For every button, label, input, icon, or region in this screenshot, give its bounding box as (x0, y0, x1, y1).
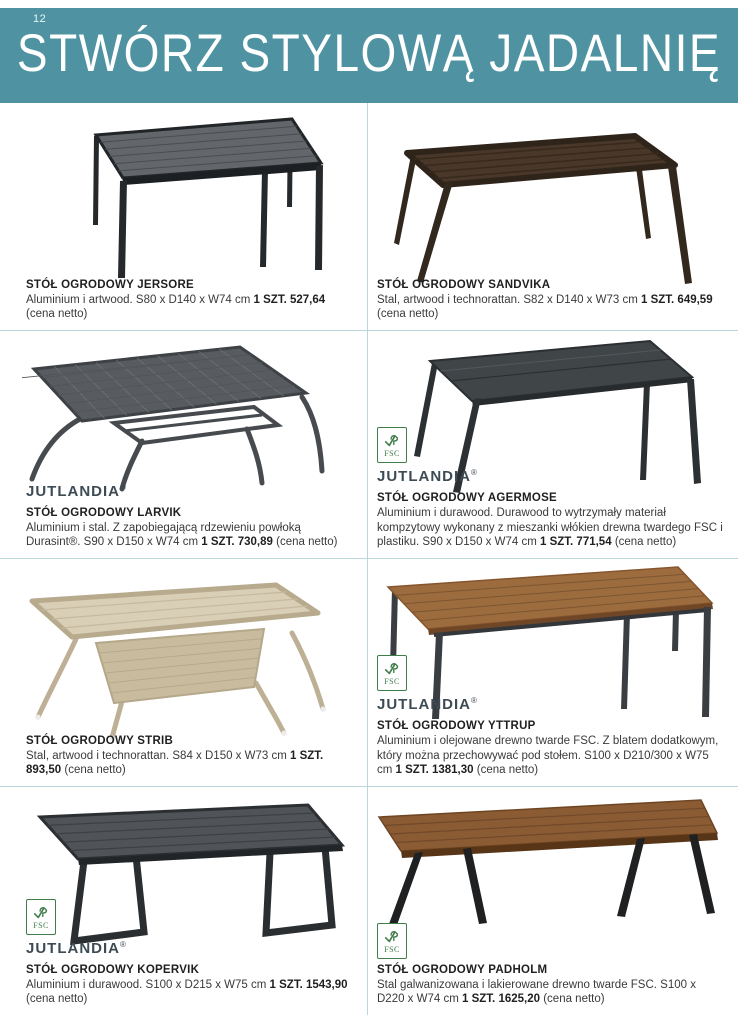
product-name: STÓŁ OGRODOWY JERSORE (26, 278, 194, 291)
price-note: (cena netto) (476, 764, 539, 777)
product-grid (0, 103, 738, 1015)
product-price: 1 SZT. 1625,20 (462, 993, 541, 1006)
product-info (377, 655, 726, 778)
product-price: 1 SZT. 730,89 (201, 536, 273, 549)
product-name: STÓŁ OGRODOWY LARVIK (26, 506, 182, 519)
jutlandia-logo-text: JUTLANDIA (26, 939, 120, 957)
jutlandia-logo (26, 483, 355, 500)
product-description (377, 734, 726, 778)
product-name: STÓŁ OGRODOWY SANDVIKA (377, 278, 551, 291)
product-description (26, 749, 355, 778)
product-photo-padholm-table-image (371, 795, 731, 930)
header-banner (0, 8, 738, 103)
garden-table-illustration (371, 795, 731, 930)
price-note: (cena netto) (64, 764, 126, 777)
fsc-label: FSC (33, 921, 49, 931)
product-photo-larvik-table-image (22, 339, 327, 494)
fsc-label: FSC (384, 677, 400, 687)
product-card-jersore (0, 103, 368, 331)
jutlandia-logo (377, 468, 726, 485)
garden-table-illustration (24, 581, 334, 746)
fsc-tree-icon (32, 903, 50, 921)
fsc-label: FSC (384, 945, 400, 955)
description-text: Aluminium i olejowane drewno twarde FSC. Z blatem dodatkowym, który można przechowywać pod stołem. S100 x D210/300 x W75 cm (377, 734, 719, 777)
product-name: STÓŁ OGRODOWY KOPERVIK (26, 963, 200, 976)
product-price: 1 SZT. 1543,90 (269, 978, 348, 991)
product-description (377, 978, 726, 1007)
product-price: 1 SZT. 1381,30 (395, 764, 474, 777)
description-text: Aluminium i durawood. S100 x D215 x W75 cm (26, 978, 267, 991)
description-text: Stal, artwood i technorattan. S84 x D150 x W73 cm (26, 749, 287, 762)
page-number: 12 (33, 13, 47, 25)
product-card-sandvika (368, 103, 738, 331)
product-description (26, 978, 355, 1007)
jutlandia-logo (377, 696, 726, 713)
jutlandia-logo-text: JUTLANDIA (377, 467, 471, 485)
product-card-agermose (368, 331, 738, 559)
product-card-kopervik (0, 787, 368, 1015)
product-info (26, 279, 355, 322)
garden-table-illustration (30, 115, 330, 290)
description-text: Aluminium i artwood. S80 x D140 x W74 cm (26, 293, 251, 306)
product-card-larvik (0, 331, 368, 559)
product-description (26, 293, 355, 322)
description-text: Stal galwanizowana i lakierowane drewno twarde FSC. S100 x D220 x W74 cm (377, 978, 696, 1006)
product-name: STÓŁ OGRODOWY PADHOLM (377, 963, 548, 976)
fsc-certification-badge (377, 427, 407, 463)
fsc-tree-icon (383, 659, 401, 677)
product-name: STÓŁ OGRODOWY STRIB (26, 734, 174, 747)
product-card-yttrup (368, 559, 738, 787)
registered-trademark-symbol: ® (120, 939, 126, 949)
product-price: 1 SZT. 649,59 (641, 293, 713, 306)
description-text: Stal, artwood i technorattan. S82 x D140 x W73 cm (377, 293, 638, 306)
fsc-tree-icon (383, 431, 401, 449)
product-description (377, 293, 726, 322)
description-text: Aluminium i stal. Z zapobiegającą rdzewieniu powłoką Durasint®. S90 x D150 x W74 cm (26, 521, 301, 549)
garden-table-illustration (22, 339, 327, 494)
product-name: STÓŁ OGRODOWY YTTRUP (377, 719, 536, 732)
product-info (377, 923, 726, 1007)
fsc-label: FSC (384, 449, 400, 459)
jutlandia-logo-text: JUTLANDIA (377, 695, 471, 713)
fsc-certification-badge (377, 923, 407, 959)
fsc-tree-icon (383, 927, 401, 945)
product-photo-sandvika-table-image (385, 133, 705, 293)
price-note: (cena netto) (26, 993, 88, 1006)
description-text: Aluminium i durawood. Durawood to wytrzymały materiał kompzytowy wykonany z mieszanki włókien drewna twardego FSC i plastiku. S90 x D150 x W74 cm (377, 506, 723, 549)
garden-table-illustration (385, 133, 705, 293)
product-info (377, 279, 726, 322)
product-info (26, 483, 355, 550)
product-description (377, 506, 726, 550)
product-price: 1 SZT. 893,50 (26, 749, 324, 777)
jutlandia-logo-text: JUTLANDIA (26, 482, 120, 500)
price-note: (cena netto) (276, 536, 338, 549)
product-card-padholm (368, 787, 738, 1015)
jutlandia-logo (26, 940, 355, 957)
registered-trademark-symbol: ® (471, 467, 477, 477)
product-info (26, 899, 355, 1007)
product-card-strib (0, 559, 368, 787)
price-note: (cena netto) (26, 308, 88, 321)
registered-trademark-symbol: ® (120, 482, 126, 492)
product-name: STÓŁ OGRODOWY AGERMOSE (377, 491, 557, 504)
fsc-certification-badge (377, 655, 407, 691)
price-note: (cena netto) (377, 308, 439, 321)
product-description (26, 521, 355, 550)
page-title: STWÓRZ STYLOWĄ JADALNIĘ (16, 23, 722, 83)
fsc-certification-badge (26, 899, 56, 935)
product-photo-strib-table-image (24, 581, 334, 746)
product-price: 1 SZT. 771,54 (540, 536, 612, 549)
product-info (26, 735, 355, 778)
product-photo-jersore-table-image (30, 115, 330, 290)
price-note: (cena netto) (614, 536, 677, 549)
product-price: 1 SZT. 527,64 (253, 293, 326, 306)
registered-trademark-symbol: ® (471, 695, 477, 705)
price-note: (cena netto) (543, 993, 605, 1006)
product-info (377, 427, 726, 550)
